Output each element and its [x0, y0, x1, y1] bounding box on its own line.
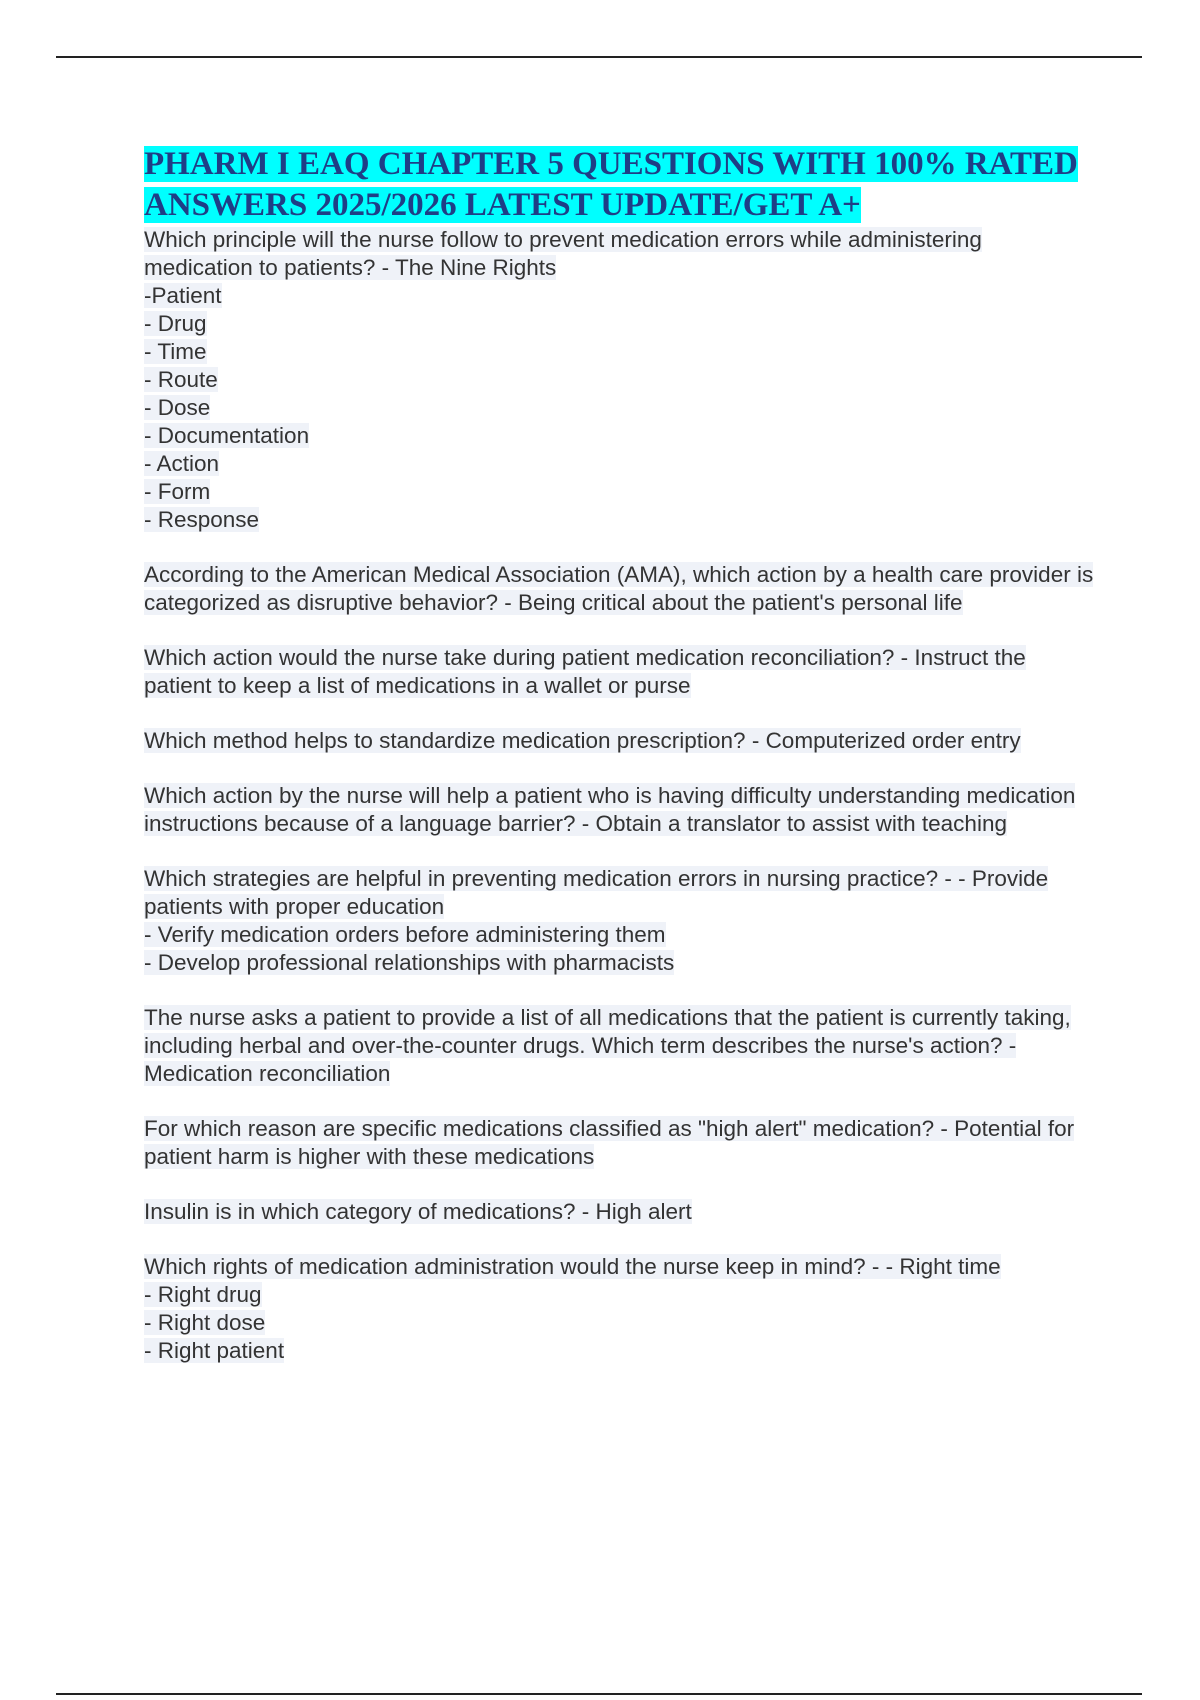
qa-line-text: - Dose	[144, 395, 211, 420]
document-title	[144, 144, 1094, 226]
document-body	[144, 144, 1094, 1392]
qa-answer-line	[144, 422, 1094, 450]
qa-answer-line	[144, 450, 1094, 478]
qa-question-line	[144, 865, 1094, 921]
qa-line-text: - Right drug	[144, 1282, 262, 1307]
bottom-rule	[56, 1693, 1142, 1695]
qa-line-text: - Form	[144, 479, 211, 504]
qa-answer-line	[144, 921, 1094, 949]
qa-question-line	[144, 782, 1094, 838]
qa-line-text: Which action by the nurse will help a patient who is having difficulty understanding medication instructions because of a language barrier? - Obtain a translator to assist with teaching	[144, 783, 1076, 836]
qa-answer-line	[144, 506, 1094, 534]
qa-answer-line	[144, 394, 1094, 422]
qa-line-text: - Action	[144, 451, 220, 476]
qa-list	[144, 226, 1094, 1365]
qa-line-text: Which principle will the nurse follow to prevent medication errors while administering medication to patients? - The Nine Rights	[144, 227, 982, 280]
qa-answer-line	[144, 1309, 1094, 1337]
qa-line-text: - Right dose	[144, 1310, 266, 1335]
qa-item	[144, 1004, 1094, 1088]
qa-line-text: - Documentation	[144, 423, 310, 448]
title-highlight: PHARM I EAQ CHAPTER 5 QUESTIONS WITH 100% RATED ANSWERS 2025/2026 LATEST UPDATE/GET A+	[144, 146, 1078, 223]
qa-line-text: - Drug	[144, 311, 207, 336]
qa-question-line	[144, 1115, 1094, 1171]
qa-line-text: - Route	[144, 367, 218, 392]
qa-question-line	[144, 226, 1094, 282]
qa-line-text: Insulin is in which category of medications? - High alert	[144, 1199, 692, 1224]
qa-line-text: Which action would the nurse take during patient medication reconciliation? - Instruct the patient to keep a list of medications in a wallet or purse	[144, 645, 1026, 698]
qa-answer-line	[144, 1281, 1094, 1309]
qa-line-text: -Patient	[144, 283, 222, 308]
qa-answer-line	[144, 478, 1094, 506]
qa-answer-line	[144, 310, 1094, 338]
qa-item	[144, 1115, 1094, 1171]
qa-answer-line	[144, 338, 1094, 366]
top-rule	[56, 56, 1142, 58]
qa-line-text: - Verify medication orders before administering them	[144, 922, 666, 947]
qa-line-text: Which rights of medication administration would the nurse keep in mind? - - Right time	[144, 1254, 1001, 1279]
qa-line-text: Which strategies are helpful in preventing medication errors in nursing practice? - - Provide patients with proper education	[144, 866, 1049, 919]
qa-item	[144, 561, 1094, 617]
qa-line-text: - Time	[144, 339, 207, 364]
qa-item	[144, 1253, 1094, 1365]
qa-answer-line	[144, 366, 1094, 394]
qa-item	[144, 727, 1094, 755]
qa-question-line	[144, 1004, 1094, 1088]
qa-line-text: - Right patient	[144, 1338, 285, 1363]
qa-item	[144, 644, 1094, 700]
qa-item	[144, 865, 1094, 977]
qa-question-line	[144, 727, 1094, 755]
qa-item	[144, 1198, 1094, 1226]
qa-question-line	[144, 644, 1094, 700]
qa-line-text: - Response	[144, 507, 260, 532]
qa-answer-line	[144, 1337, 1094, 1365]
qa-line-text: Which method helps to standardize medication prescription? - Computerized order entry	[144, 728, 1021, 753]
qa-question-line	[144, 561, 1094, 617]
qa-line-text: - Develop professional relationships with pharmacists	[144, 950, 675, 975]
qa-item	[144, 782, 1094, 838]
qa-question-line	[144, 1253, 1094, 1281]
qa-item	[144, 226, 1094, 534]
qa-question-line	[144, 1198, 1094, 1226]
qa-answer-line	[144, 949, 1094, 977]
qa-answer-line	[144, 282, 1094, 310]
qa-line-text: According to the American Medical Association (AMA), which action by a health care provider is categorized as disruptive behavior? - Being critical about the patient's personal life	[144, 562, 1094, 615]
qa-line-text: The nurse asks a patient to provide a list of all medications that the patient is currently taking, including herbal and over-the-counter drugs. Which term describes the nurse's action? - Medication reconciliation	[144, 1005, 1071, 1086]
qa-line-text: For which reason are specific medications classified as "high alert" medication? - Potential for patient harm is higher with these medications	[144, 1116, 1075, 1169]
